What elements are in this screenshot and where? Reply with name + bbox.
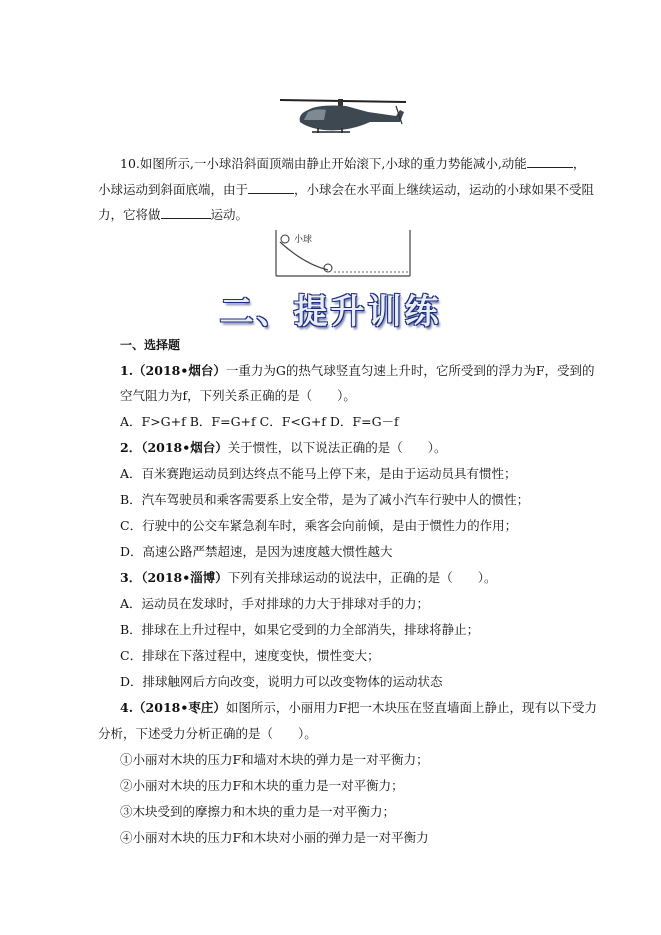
q4-statement-3: ③木块受到的摩擦力和木块的重力是一对平衡力； [120, 804, 396, 819]
section-heading: 二、提升训练 [219, 292, 442, 332]
q4-statement-1: ①小丽对木块的压力F和墙对木块的弹力是一对平衡力； [120, 752, 429, 767]
q4-statement-2: ②小丽对木块的压力F和木块的重力是一对平衡力； [120, 778, 404, 793]
q2-stem: 2．（2018•烟台）关于惯性，以下说法正确的是（ ）。 [120, 440, 447, 455]
q1-line1: 1.（2018•烟台）一重力为G的热气球竖直匀速上升时，它所受到的浮力为F，受到的 [120, 363, 595, 378]
q3-option-b: B．排球在上升过程中，如果它受到的力全部消失，排球将静止； [120, 622, 480, 637]
q4-line2: 分析，下述受力分析正确的是（ ）。 [98, 726, 317, 741]
answer-blank [527, 155, 573, 168]
q2-option-a: A．百米赛跑运动员到达终点不能马上停下来，是由于运动员具有惯性； [120, 466, 517, 481]
incline-figure [274, 228, 414, 280]
q4-line1: 4.（2018•枣庄）如图所示，小丽用力F把一木块压在竖直墙面上静止，现有以下受力 [120, 700, 598, 715]
q10-line3: 力，它将做 运动。 [98, 207, 249, 222]
q2-option-d: D．高速公路严禁超速，是因为速度越大惯性越大 [120, 544, 393, 559]
q2-option-c: C．行驶中的公交车紧急刹车时，乘客会向前倾，是由于惯性力的作用； [120, 518, 518, 533]
q2-option-b: B．汽车驾驶员和乘客需要系上安全带，是为了减小汽车行驶中人的惯性； [120, 492, 530, 507]
q10-line2: 小球运动到斜面底端，由于 ，小球会在水平面上继续运动，运动的小球如果不受阻 [98, 182, 595, 197]
q3-option-c: C．排球在下落过程中，速度变快，惯性变大； [120, 648, 380, 663]
q1-options: A．F>G+f B．F=G+f C．F<G+f D．F=G－f [120, 414, 399, 429]
helicopter-image [278, 88, 408, 150]
section-title: 一、选择题 [120, 338, 181, 352]
q10-line1: 10.如图所示,一小球沿斜面顶端由静止开始滚下,小球的重力势能减小,动能 ， [120, 156, 586, 171]
q3-option-d: D．排球触网后方向改变，说明力可以改变物体的运动状态 [120, 674, 443, 689]
q3-option-a: A．运动员在发球时，手对排球的力大于排球对手的力； [120, 596, 430, 611]
answer-blank [248, 181, 294, 194]
q3-stem: 3．（2018•淄博）下列有关排球运动的说法中，正确的是（ ）。 [120, 570, 497, 585]
ball-icon [281, 235, 289, 243]
q1-line2: 空气阻力为f，下列关系正确的是（ ）。 [120, 388, 356, 403]
answer-blank [161, 206, 211, 219]
q4-statement-4: ④小丽对木块的压力F和木块对小丽的弹力是一对平衡力 [120, 830, 429, 845]
ball-label: 小球 [294, 235, 313, 245]
